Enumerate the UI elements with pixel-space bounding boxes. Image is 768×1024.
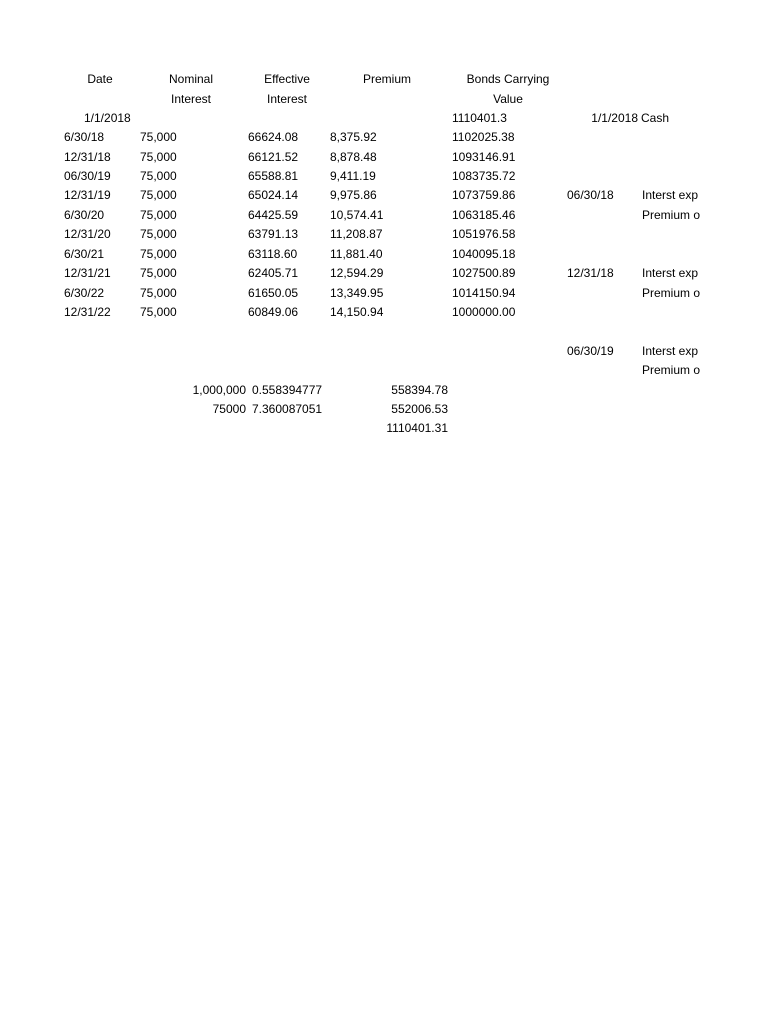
row-premium: 9,411.19 <box>330 169 376 183</box>
row-carrying: 1027500.89 <box>452 266 516 280</box>
row-nominal: 75,000 <box>140 130 177 144</box>
header-carrying-line2: Value <box>493 92 523 106</box>
row-nominal: 75,000 <box>140 169 177 183</box>
row-carrying: 1051976.58 <box>452 227 516 241</box>
header-nominal-line2: Interest <box>170 92 212 106</box>
row-premium: 11,881.40 <box>330 247 383 261</box>
row-date: 12/31/18 <box>64 150 111 164</box>
row-premium: 10,574.41 <box>330 208 384 222</box>
journal-account: Interst exp <box>642 266 699 280</box>
calc-interest: 75000 <box>212 402 246 416</box>
row-premium: 14,150.94 <box>330 305 384 319</box>
header-premium: Premium <box>362 72 411 86</box>
start-date: 1/1/2018 <box>84 111 131 125</box>
row-nominal: 75,000 <box>140 266 177 280</box>
row-premium: 12,594.29 <box>330 266 384 280</box>
row-date: 06/30/19 <box>64 169 111 183</box>
calc-pv-principal: 558394.78 <box>391 383 448 397</box>
row-premium: 8,878.48 <box>330 150 377 164</box>
row-effective: 61650.05 <box>248 286 299 300</box>
row-effective: 65588.81 <box>248 169 299 183</box>
start-carrying-value: 1110401.3 <box>452 111 507 125</box>
row-effective: 62405.71 <box>248 266 299 280</box>
calc-pv-interest: 552006.53 <box>391 402 448 416</box>
journal-date: 06/30/19 <box>567 344 614 358</box>
row-carrying: 1083735.72 <box>452 169 516 183</box>
journal-account: Premium o <box>642 208 701 222</box>
row-effective: 63791.13 <box>248 227 299 241</box>
row-date: 6/30/20 <box>64 208 105 222</box>
row-carrying: 1000000.00 <box>452 305 516 319</box>
row-date: 12/31/19 <box>64 188 111 202</box>
row-effective: 60849.06 <box>248 305 299 319</box>
row-nominal: 75,000 <box>140 286 177 300</box>
journal-date: 06/30/18 <box>567 188 614 202</box>
journal-date: 12/31/18 <box>567 266 614 280</box>
row-nominal: 75,000 <box>140 150 177 164</box>
row-nominal: 75,000 <box>140 305 177 319</box>
row-carrying: 1093146.91 <box>452 150 516 164</box>
row-carrying: 1102025.38 <box>452 130 515 144</box>
row-carrying: 1040095.18 <box>452 247 516 261</box>
row-nominal: 75,000 <box>140 227 177 241</box>
row-carrying: 1063185.46 <box>452 208 516 222</box>
row-premium: 9,975.86 <box>330 188 377 202</box>
row-date: 12/31/21 <box>64 266 111 280</box>
row-date: 6/30/18 <box>64 130 105 144</box>
calc-annuity-factor: 7.360087051 <box>252 402 323 416</box>
calc-pv-factor: 0.558394777 <box>252 383 323 397</box>
journal-date: 1/1/2018 <box>591 111 638 125</box>
calc-total: 1110401.31 <box>386 421 448 435</box>
row-date: 6/30/21 <box>64 247 105 261</box>
journal-account: Cash <box>641 111 670 125</box>
row-premium: 11,208.87 <box>330 227 383 241</box>
row-date: 12/31/20 <box>64 227 111 241</box>
journal-account: Interst exp <box>642 188 699 202</box>
row-premium: 8,375.92 <box>330 130 377 144</box>
calc-principal: 1,000,000 <box>192 383 246 397</box>
header-effective-line2: Interest <box>266 92 308 106</box>
row-date: 6/30/22 <box>64 286 105 300</box>
header-date: Date <box>87 72 113 86</box>
row-carrying: 1014150.94 <box>452 286 516 300</box>
header-effective-line1: Effective <box>264 72 310 86</box>
journal-account: Premium o <box>642 363 701 377</box>
row-premium: 13,349.95 <box>330 286 384 300</box>
row-nominal: 75,000 <box>140 247 177 261</box>
row-effective: 66121.52 <box>248 150 299 164</box>
row-nominal: 75,000 <box>140 188 177 202</box>
header-nominal-line1: Nominal <box>168 72 213 86</box>
row-nominal: 75,000 <box>140 208 177 222</box>
row-date: 12/31/22 <box>64 305 111 319</box>
journal-account: Interst exp <box>642 344 699 358</box>
journal-account: Premium o <box>642 286 701 300</box>
header-carrying-line1: Bonds Carrying <box>466 72 550 86</box>
row-carrying: 1073759.86 <box>452 188 516 202</box>
row-effective: 65024.14 <box>248 188 299 202</box>
row-effective: 64425.59 <box>248 208 299 222</box>
row-effective: 63118.60 <box>248 247 298 261</box>
row-effective: 66624.08 <box>248 130 299 144</box>
